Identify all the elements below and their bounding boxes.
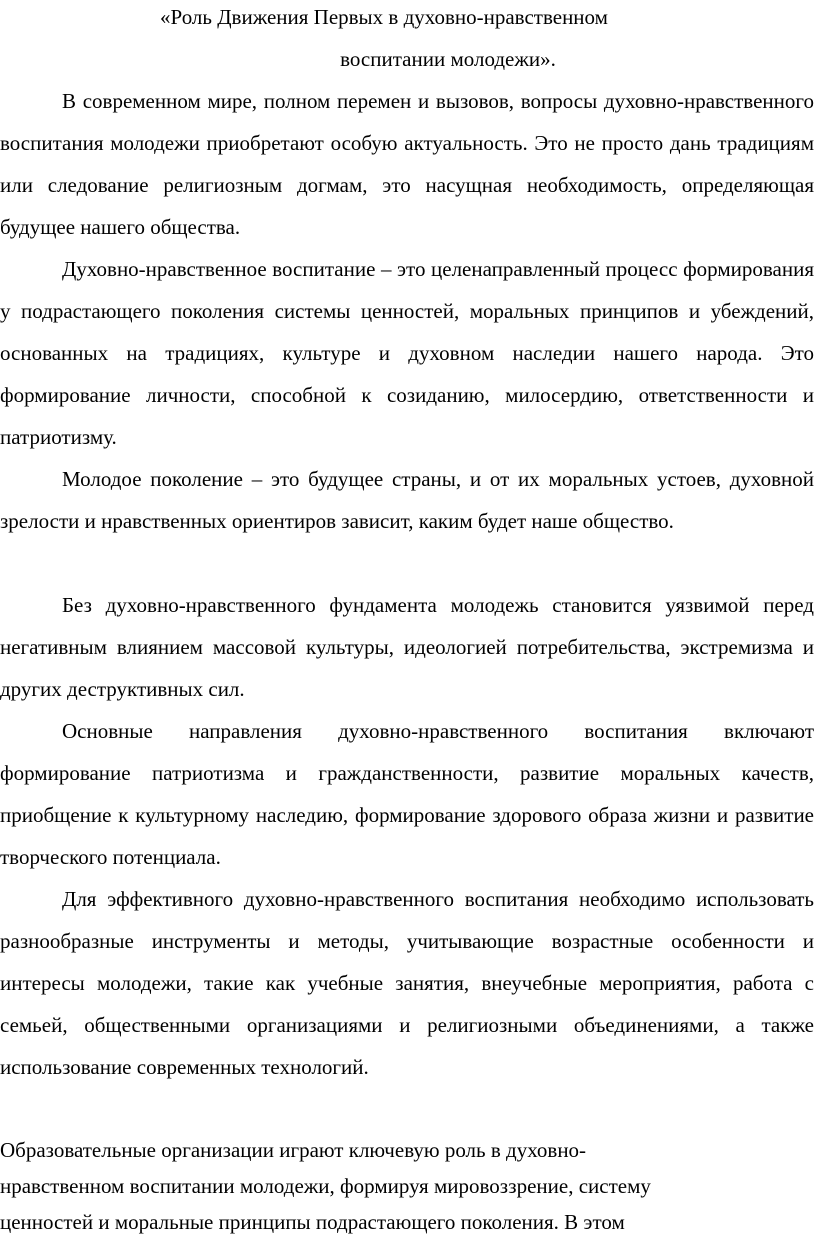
document-title-line-1: «Роль Движения Первых в духовно-нравственном (160, 5, 608, 29)
paragraph-6: Для эффективного духовно-нравственного воспитания необходимо использовать разнообразные инструменты и методы, учитывающие возрастные особенности и интересы молодежи, такие как учебные занятия, внеучебные мероприятия, работа с семьей, общественными организациями и религиозными объединениями, а также использование современных технологий. (0, 887, 814, 1080)
paragraph-7 (0, 1132, 760, 1240)
paragraph-2: Духовно-нравственное воспитание – это целенаправленный процесс формирования у подрастающего поколения системы ценностей, моральных принципов и убеждений, основанных на традициях, культуре и духовном наследии нашего народа. Это формирование личности, способной к созиданию, милосердию, ответственности и патриотизму. (0, 257, 814, 450)
paragraph-3: Молодое поколение – это будущее страны, и от их моральных устоев, духовной зрелости и нравственных ориентиров зависит, каким будет наше общество. (0, 467, 814, 534)
paragraph-7-line-3: ценностей и моральные принципы подрастающего поколения. В этом (0, 1210, 625, 1234)
paragraph-7-line-2: нравственном воспитании молодежи, формируя мировоззрение, систему (0, 1174, 651, 1198)
paragraph-4: Без духовно-нравственного фундамента молодежь становится уязвимой перед негативным влиянием массовой культуры, идеологией потребительства, экстремизма и других деструктивных сил. (0, 593, 814, 702)
paragraph-7-line-1: Образовательные организации играют ключевую роль в духовно- (0, 1138, 587, 1162)
paragraph-1: В современном мире, полном перемен и вызовов, вопросы духовно-нравственного воспитания молодежи приобретают особую актуальность. Это не просто дань традициям или следование религиозным догмам, это насущная необходимость, определяющая будущее нашего общества. (0, 89, 814, 240)
paragraph-5: Основные направления духовно-нравственного воспитания включают формирование патриотизма и гражданственности, развитие моральных качеств, приобщение к культурному наследию, формирование здорового образа жизни и развитие творческого потенциала. (0, 719, 814, 870)
document-title-line-2: воспитании молодежи». (340, 47, 556, 71)
